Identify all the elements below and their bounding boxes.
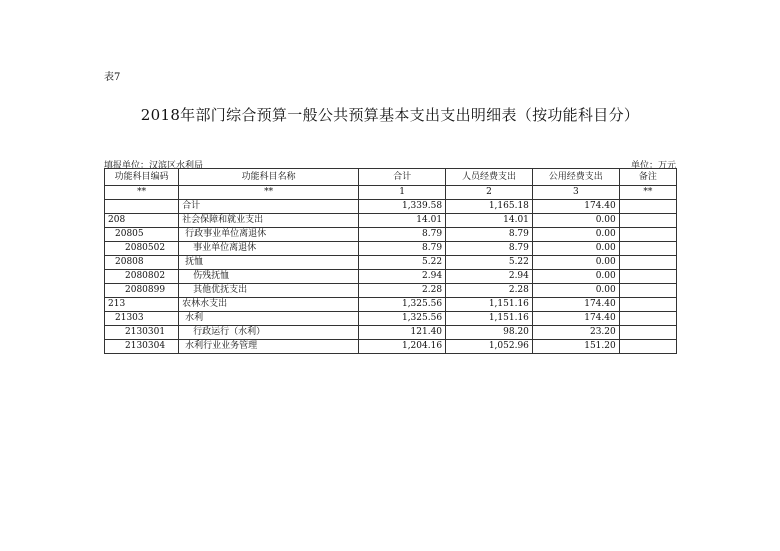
- code-cell: 21303: [105, 312, 179, 326]
- total-cell: 121.40: [359, 326, 446, 340]
- code-cell: 2080899: [105, 284, 179, 298]
- total-cell: 2.28: [359, 284, 446, 298]
- name-cell: 行政事业单位离退休: [179, 228, 359, 242]
- public-cell: 174.40: [532, 298, 619, 312]
- total-cell: 1,325.56: [359, 298, 446, 312]
- name-cell: 农林水支出: [179, 298, 359, 312]
- index-cell: 2: [446, 186, 533, 200]
- public-cell: 0.00: [532, 284, 619, 298]
- name-cell: 伤残抚恤: [179, 270, 359, 284]
- table-row: [105, 326, 677, 340]
- note-cell: [619, 228, 676, 242]
- note-cell: [619, 270, 676, 284]
- personnel-cell: 8.79: [446, 228, 533, 242]
- table-row: [105, 312, 677, 326]
- header-total: 合计: [359, 169, 446, 186]
- total-cell: 1,204.16: [359, 340, 446, 354]
- name-cell: 抚恤: [179, 256, 359, 270]
- name-cell: 其他优抚支出: [179, 284, 359, 298]
- total-cell: 1,325.56: [359, 312, 446, 326]
- table-row: [105, 242, 677, 256]
- expenditure-table: [104, 168, 677, 354]
- header-note: 备注: [619, 169, 676, 186]
- public-cell: 174.40: [532, 312, 619, 326]
- personnel-cell: 1,165.18: [446, 200, 533, 214]
- name-cell: 事业单位离退休: [179, 242, 359, 256]
- note-cell: [619, 284, 676, 298]
- note-cell: [619, 340, 676, 354]
- public-cell: 0.00: [532, 228, 619, 242]
- note-cell: [619, 256, 676, 270]
- page-title: 2018年部门综合预算一般公共预算基本支出支出明细表（按功能科目分）: [140, 106, 640, 124]
- total-cell: 2.94: [359, 270, 446, 284]
- name-cell: 行政运行（水利）: [179, 326, 359, 340]
- public-cell: 174.40: [532, 200, 619, 214]
- code-cell: 2080802: [105, 270, 179, 284]
- personnel-cell: 8.79: [446, 242, 533, 256]
- header-code: 功能科目编码: [105, 169, 179, 186]
- name-cell: 合计: [179, 200, 359, 214]
- code-cell: 2130301: [105, 326, 179, 340]
- total-cell: 14.01: [359, 214, 446, 228]
- name-cell: 社会保障和就业支出: [179, 214, 359, 228]
- header-personnel: 人员经费支出: [446, 169, 533, 186]
- code-cell: 20805: [105, 228, 179, 242]
- personnel-cell: 1,052.96: [446, 340, 533, 354]
- note-cell: [619, 298, 676, 312]
- index-row: [105, 186, 677, 200]
- public-cell: 0.00: [532, 270, 619, 284]
- table-row: [105, 200, 677, 214]
- public-cell: 0.00: [532, 242, 619, 256]
- code-cell: 208: [105, 214, 179, 228]
- total-cell: 1,339.58: [359, 200, 446, 214]
- public-cell: 0.00: [532, 256, 619, 270]
- public-cell: 151.20: [532, 340, 619, 354]
- note-cell: [619, 242, 676, 256]
- index-cell: **: [619, 186, 676, 200]
- name-cell: 水利行业业务管理: [179, 340, 359, 354]
- table-number: 表7: [104, 72, 121, 83]
- personnel-cell: 2.28: [446, 284, 533, 298]
- table-row: [105, 228, 677, 242]
- code-cell: 2130304: [105, 340, 179, 354]
- table-row: [105, 340, 677, 354]
- note-cell: [619, 312, 676, 326]
- public-cell: 0.00: [532, 214, 619, 228]
- personnel-cell: 98.20: [446, 326, 533, 340]
- public-cell: 23.20: [532, 326, 619, 340]
- table-row: [105, 284, 677, 298]
- unit-label: 单位：万元: [630, 161, 676, 171]
- table-row: [105, 256, 677, 270]
- table-row: [105, 214, 677, 228]
- header-row: [105, 169, 677, 186]
- personnel-cell: 5.22: [446, 256, 533, 270]
- table-row: [105, 298, 677, 312]
- code-cell: 2080502: [105, 242, 179, 256]
- code-cell: 213: [105, 298, 179, 312]
- total-cell: 8.79: [359, 228, 446, 242]
- name-cell: 水利: [179, 312, 359, 326]
- index-cell: **: [179, 186, 359, 200]
- total-cell: 5.22: [359, 256, 446, 270]
- note-cell: [619, 200, 676, 214]
- header-name: 功能科目名称: [179, 169, 359, 186]
- code-cell: [105, 200, 179, 214]
- personnel-cell: 2.94: [446, 270, 533, 284]
- personnel-cell: 14.01: [446, 214, 533, 228]
- personnel-cell: 1,151.16: [446, 312, 533, 326]
- note-cell: [619, 326, 676, 340]
- index-cell: **: [105, 186, 179, 200]
- note-cell: [619, 214, 676, 228]
- total-cell: 8.79: [359, 242, 446, 256]
- table-row: [105, 270, 677, 284]
- index-cell: 1: [359, 186, 446, 200]
- index-cell: 3: [532, 186, 619, 200]
- filler-unit: 填报单位：汉滨区水利局: [104, 161, 204, 171]
- header-public: 公用经费支出: [532, 169, 619, 186]
- personnel-cell: 1,151.16: [446, 298, 533, 312]
- code-cell: 20808: [105, 256, 179, 270]
